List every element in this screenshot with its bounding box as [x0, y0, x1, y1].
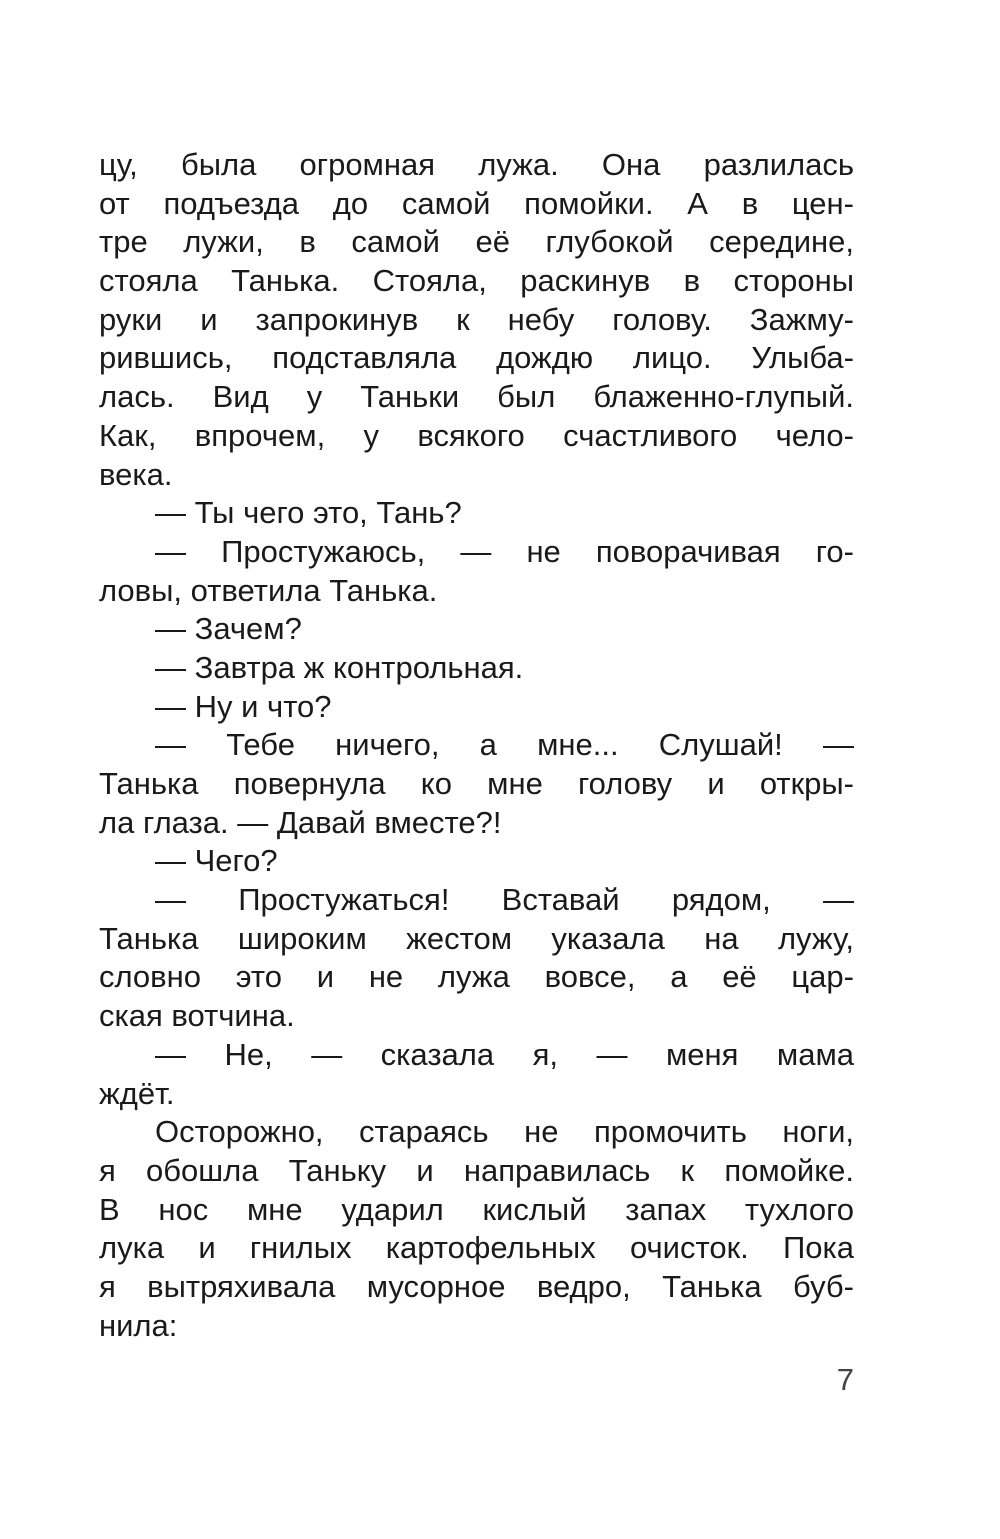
text-line-21: Танька широким жестом указала на лужу, [99, 920, 854, 956]
text-line-10: — Ты чего это, Тань? [155, 495, 462, 531]
text-line-26: Осторожно, стараясь не промочить ноги, [155, 1114, 854, 1150]
text-line-29: лука и гнилых картофельных очисток. Пока [99, 1230, 854, 1266]
text-line-22: словно это и не лужа вовсе, а её цар- [99, 959, 854, 995]
text-line-6: рившись, подставляла дождю лицо. Улыба- [99, 340, 854, 376]
text-line-4: стояла Танька. Стояла, раскинув в стороны [99, 263, 854, 299]
text-line-25: ждёт. [99, 1075, 175, 1111]
text-line-9: века. [99, 456, 173, 492]
text-line-14: — Завтра ж контрольная. [155, 649, 524, 685]
text-line-13: — Зачем? [155, 611, 302, 647]
text-line-28: В нос мне ударил кислый запах тухлого [99, 1191, 854, 1227]
text-line-23: ская вотчина. [99, 998, 295, 1034]
text-line-8: Как, впрочем, у всякого счастливого чело- [99, 417, 854, 453]
text-line-2: от подъезда до самой помойки. А в цен- [99, 185, 854, 221]
text-line-27: я обошла Таньку и направилась к помойке. [99, 1152, 854, 1188]
text-line-3: тре лужи, в самой её глубокой середине, [99, 224, 854, 260]
text-line-5: руки и запрокинув к небу голову. Зажму- [99, 301, 854, 337]
text-line-19: — Чего? [155, 843, 278, 879]
text-line-24: — Не, — сказала я, — меня мама [155, 1036, 854, 1072]
text-line-16: — Тебе ничего, а мне... Слушай! — [155, 727, 854, 763]
text-line-15: — Ну и что? [155, 688, 332, 724]
text-line-30: я вытряхивала мусорное ведро, Танька буб- [99, 1268, 854, 1304]
text-line-20: — Простужаться! Вставай рядом, — [155, 882, 854, 918]
text-line-17: Танька повернула ко мне голову и откры- [99, 766, 854, 801]
text-line-11: — Простужаюсь, — не поворачивая го- [155, 533, 854, 569]
page-number: 7 [836, 1362, 854, 1397]
text-line-1: цу, была огромная лужа. Она разлилась [99, 147, 854, 182]
text-line-18: ла глаза. — Давай вместе?! [99, 804, 502, 840]
text-line-7: лась. Вид у Таньки был блаженно-глупый. [99, 379, 854, 415]
text-line-31: нила: [99, 1307, 178, 1343]
text-line-12: ловы, ответила Танька. [99, 572, 438, 608]
book-page-text [99, 146, 854, 1345]
